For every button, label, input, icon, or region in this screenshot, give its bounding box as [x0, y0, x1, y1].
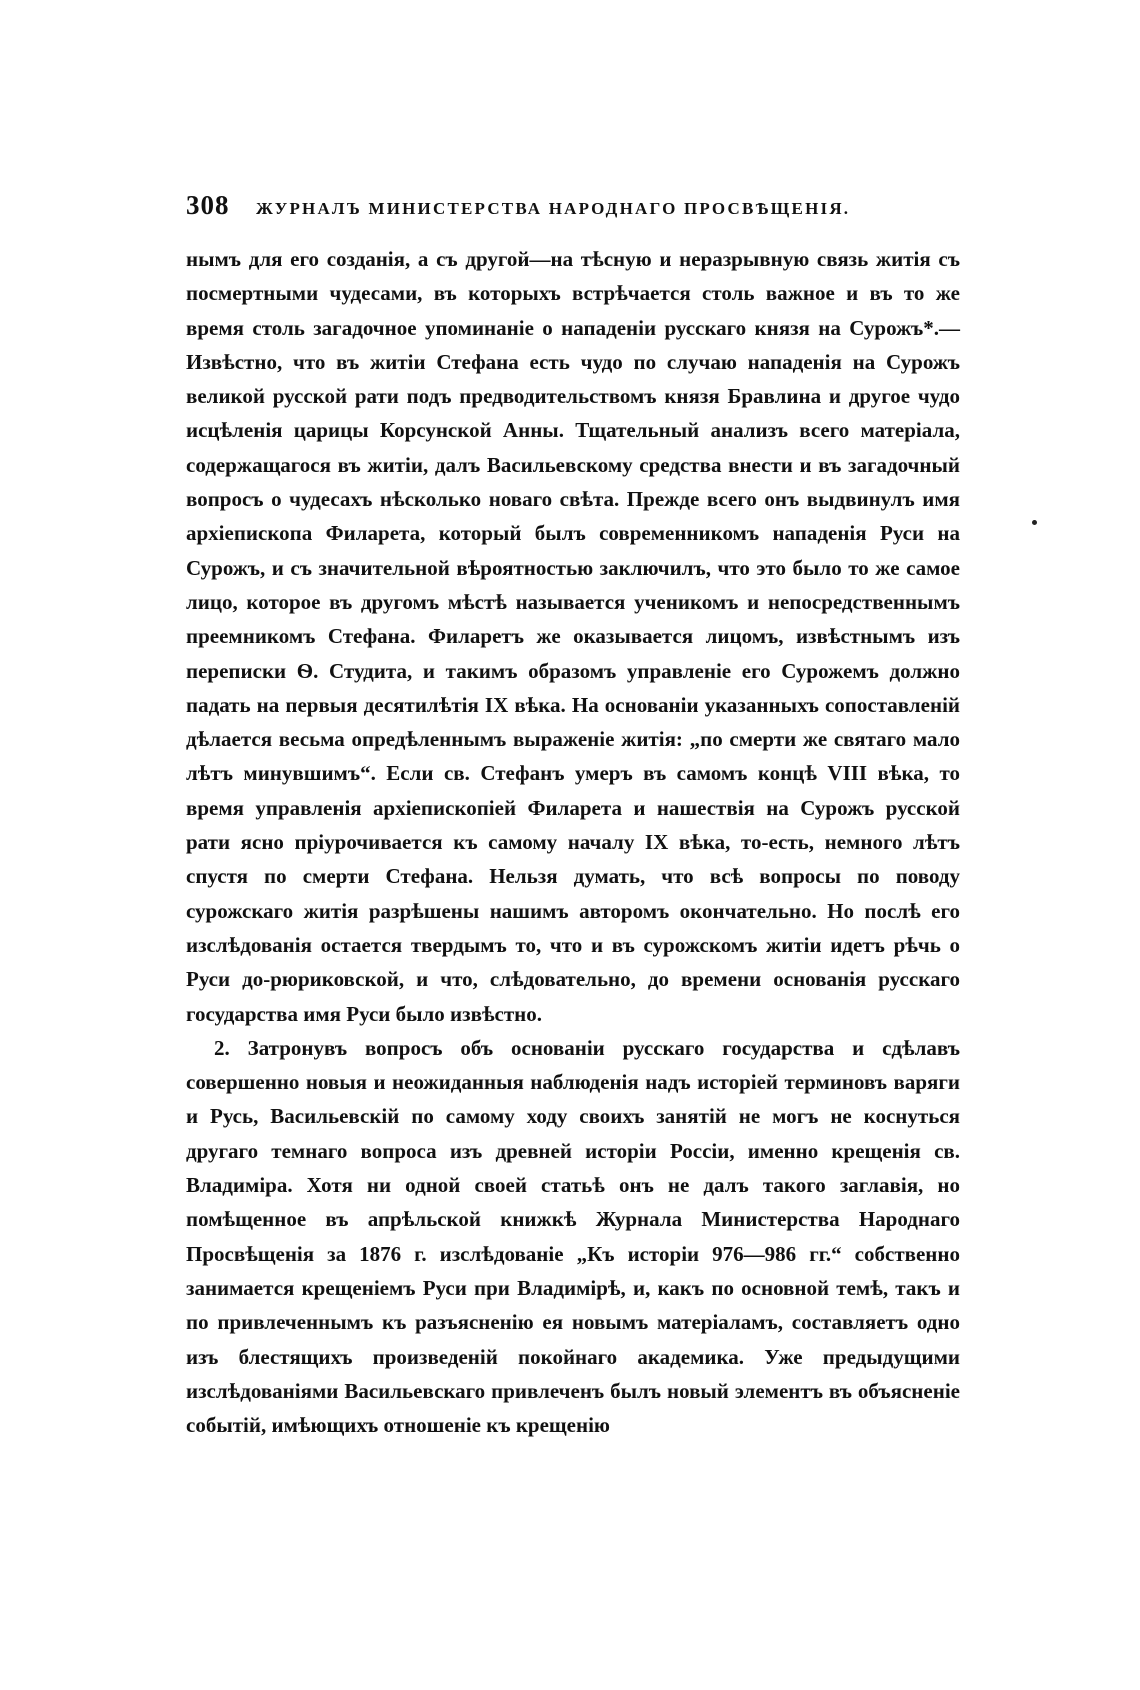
page-number: 308 [186, 190, 230, 220]
paragraph-2: 2. Затронувъ вопросъ объ основаніи русскаго государства и сдѣлавъ совершенно новыя и неожиданныя наблюденія надъ исторіей терминовъ варяги и Русь, Васильевскій по самому ходу своихъ занятій не могъ не коснуться другаго темнаго вопроса изъ древней исторіи Россіи, именно крещенія св. Владиміра. Хотя ни одной своей статьѣ онъ не далъ такого заглавія, но помѣщенное въ апрѣльской книжкѣ Журнала Министерства Народнаго Просвѣщенія за 1876 г. изслѣдованіе „Къ исторіи 976—986 гг.“ собственно занимается крещеніемъ Руси при Владимірѣ, и, какъ по основной темѣ, такъ и по привлеченнымъ къ разъясненію ея новымъ матеріаламъ, составляетъ одно изъ блестящихъ произведеній покойнаго академика. Уже предыдущими изслѣдованіями Васильевскаго привлеченъ былъ новый элементъ въ объясненіе событій, имѣющихъ отношеніе къ крещенію [186, 1035, 960, 1438]
book-page [186, 190, 960, 1442]
running-title: ЖУРНАЛЪ МИНИСТЕРСТВА НАРОДНАГО ПРОСВѢЩЕНІЯ. [256, 199, 851, 218]
body-text [186, 242, 960, 1442]
page-header [186, 190, 960, 230]
ink-speck [1032, 520, 1037, 525]
paragraph-1: нымъ для его созданія, а съ другой—на тѣсную и неразрывную связь житія съ посмертными чудесами, въ которыхъ встрѣчается столь важное и въ то же время столь загадочное упоминаніе о нападеніи русскаго князя на Сурожъ*.—Извѣстно, что въ житіи Стефана есть чудо по случаю нападенія на Сурожъ великой русской рати подъ предводительствомъ князя Бравлина и другое чудо исцѣленія царицы Корсунской Анны. Тщательный анализъ всего матеріала, содержащагося въ житіи, далъ Васильевскому средства внести и въ загадочный вопросъ о чудесахъ нѣсколько новаго свѣта. Прежде всего онъ выдвинулъ имя архіепископа Филарета, который былъ современникомъ нападенія Руси на Сурожъ, и съ значительной вѣроятностью заключилъ, что это было то же самое лицо, которое въ другомъ мѣстѣ называется ученикомъ и непосредственнымъ преемникомъ Стефана. Филаретъ же оказывается лицомъ, извѣстнымъ изъ переписки Ѳ. Студита, и такимъ образомъ управленіе его Сурожемъ должно падать на первыя десятилѣтія IX вѣка. На основаніи указанныхъ сопоставленій дѣлается весьма опредѣленнымъ выраженіе житія: „по смерти же святаго мало лѣтъ минувшимъ“. Если св. Стефанъ умеръ въ самомъ концѣ VIII вѣка, то время управленія архіепископіей Филарета и нашествія на Сурожъ русской рати ясно пріурочивается къ самому началу IX вѣка, то-есть, немного лѣтъ спустя по смерти Стефана. Нельзя думать, что всѣ вопросы по поводу сурожскаго житія разрѣшены нашимъ авторомъ окончательно. Но послѣ его изслѣдованія остается твердымъ то, что и въ сурожскомъ житіи идетъ рѣчь о Руси до-рюриковской, и что, слѣдовательно, до времени основанія русскаго государства имя Руси было извѣстно. [186, 247, 960, 1026]
